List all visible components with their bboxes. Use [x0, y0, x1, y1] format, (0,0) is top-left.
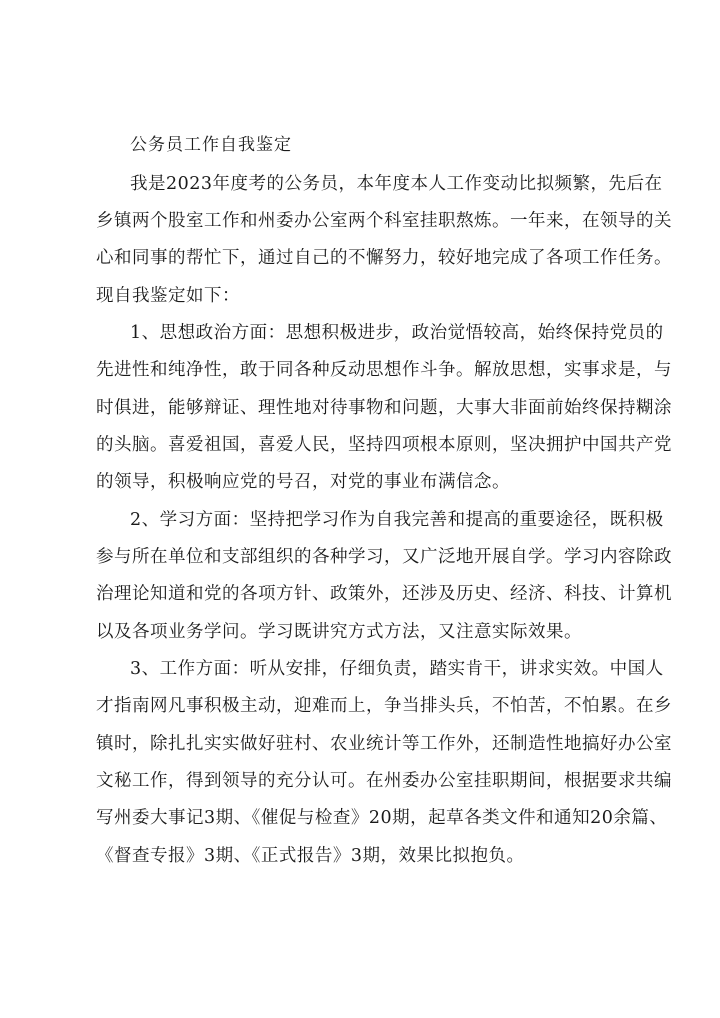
- text-line: 文秘工作，得到领导的充分认可。在州委办公室挂职期间，根据要求共编: [96, 771, 672, 791]
- text-line: 3、工作方面：听从安排，仔细负责，踏实肯干，讲求实效。中国人: [130, 659, 664, 679]
- text-line: 2、学习方面：坚持把学习作为自我完善和提高的重要途径，既积极: [130, 510, 664, 530]
- text-line: 心和同事的帮忙下，通过自己的不懈努力，较好地完成了各项工作任务。: [96, 248, 672, 268]
- text-line: 现自我鉴定如下：: [96, 286, 240, 306]
- text-line: 先进性和纯净性，敢于同各种反动思想作斗争。解放思想，实事求是，与: [96, 360, 672, 380]
- text-line: 时俱进，能够辩证、理性地对待事物和问题，大事大非面前始终保持糊涂: [96, 398, 672, 418]
- text-line: 镇时，除扎扎实实做好驻村、农业统计等工作外，还制造性地搞好办公室: [96, 734, 672, 754]
- document-title: 公务员工作自我鉴定: [130, 135, 292, 155]
- text-line: 以及各项业务学问。学习既讲究方式方法，又注意实际效果。: [96, 622, 582, 642]
- text-line: 乡镇两个股室工作和州委办公室两个科室挂职熬炼。一年来，在领导的关: [96, 211, 672, 231]
- text-line: 的头脑。喜爱祖国，喜爱人民，坚持四项根本原则，坚决拥护中国共产党: [96, 435, 672, 455]
- text-line: 1、思想政治方面：思想积极进步，政治觉悟较高，始终保持党员的: [130, 323, 664, 343]
- text-line: 写州委大事记3期、《催促与检查》20期，起草各类文件和通知20余篇、: [96, 808, 668, 828]
- text-line: 参与所在单位和支部组织的各种学习，又广泛地开展自学。学习内容除政: [96, 547, 672, 567]
- text-line: 《督查专报》3期、《正式报告》3期，效果比拟抱负。: [96, 846, 525, 866]
- text-line: 才指南网凡事积极主动，迎难而上，争当排头兵，不怕苦，不怕累。在乡: [96, 696, 672, 716]
- text-line: 我是2023年度考的公务员，本年度本人工作变动比拟频繁，先后在: [130, 174, 663, 194]
- text-line: 治理论知道和党的各项方针、政策外，还涉及历史、经济、科技、计算机: [96, 584, 672, 604]
- text-line: 的领导，积极响应党的号召，对党的事业布满信念。: [96, 472, 510, 492]
